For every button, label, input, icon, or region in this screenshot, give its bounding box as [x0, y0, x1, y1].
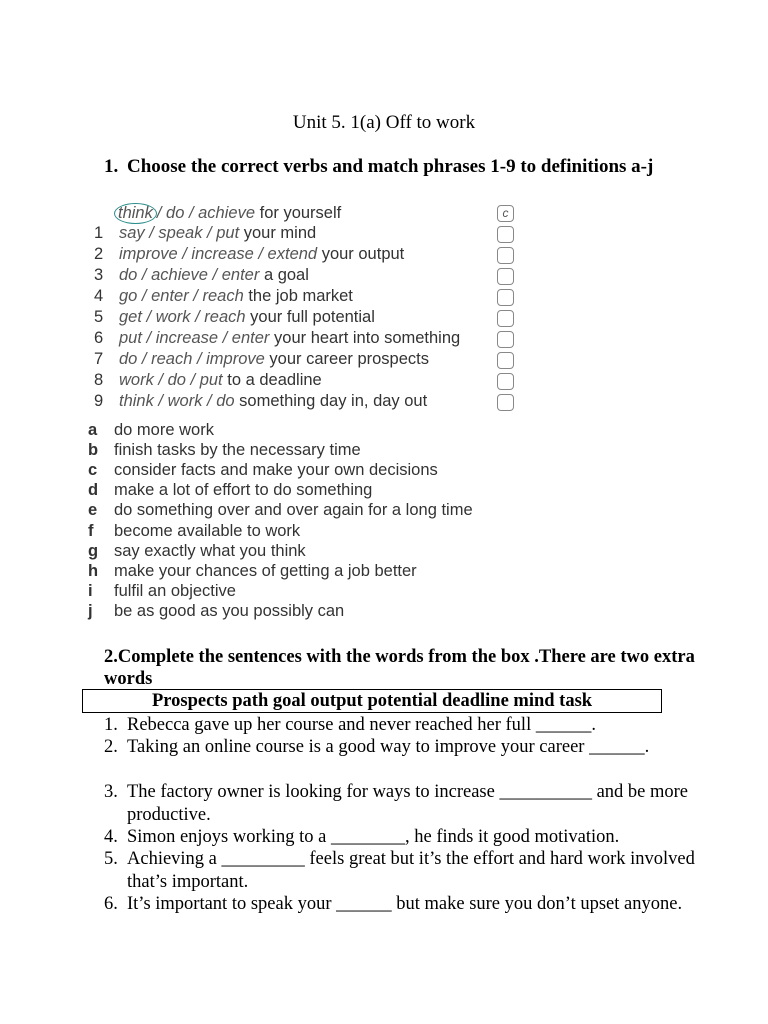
word-box: Prospects path goal output potential deadline mind task [82, 689, 662, 713]
item-phrase: your mind [243, 224, 317, 242]
sentence-text: Simon enjoys working to a ________, he finds it good motivation. [127, 827, 620, 847]
sentence-number: 5. [104, 849, 118, 869]
definition-letter: g [88, 541, 99, 560]
item-number: 2 [94, 245, 104, 263]
definition-letter: j [88, 601, 93, 620]
answer-box[interactable] [497, 352, 514, 369]
definition-text: be as good as you possibly can [114, 601, 345, 620]
sentence-text: Achieving a _________ feels great but it’s the effort and hard work involved that’s important. [127, 849, 695, 892]
question-1-heading [104, 156, 704, 178]
item-phrase: the job market [248, 287, 353, 305]
answer-box[interactable] [497, 268, 514, 285]
sentence-text: Rebecca gave up her course and never reached her full ______. [127, 715, 596, 735]
question-2-heading: 2.Complete the sentences with the words from the box .There are two extra words [104, 647, 695, 689]
answer-box[interactable] [497, 331, 514, 348]
item-phrase: to a deadline [227, 371, 322, 389]
item-number: 1 [94, 224, 104, 242]
answer-box[interactable] [497, 373, 514, 390]
item-phrase: a goal [263, 266, 309, 284]
item-number: 4 [94, 287, 104, 305]
definition-text: make a lot of effort to do something [114, 481, 373, 500]
item-options: do / reach / improve [119, 350, 265, 368]
question-text: Choose the correct verbs and match phrases 1-9 to definitions a-j [127, 156, 654, 177]
sentence-number: 2. [104, 737, 118, 757]
definition-letter: b [88, 441, 99, 460]
item-number: 8 [94, 371, 104, 389]
sentence-text: Taking an online course is a good way to improve your career ______. [127, 737, 650, 757]
definition-text: become available to work [114, 521, 301, 540]
definition-text: fulfil an objective [114, 581, 236, 600]
definition-letter: e [88, 501, 98, 520]
sentence-number: 3. [104, 782, 118, 802]
sentence-item [104, 848, 704, 893]
item-phrase: something day in, day out [239, 392, 428, 410]
item-number: 5 [94, 308, 104, 326]
item-number: 9 [94, 392, 104, 410]
answer-box[interactable] [497, 394, 514, 411]
definition-text: make your chances of getting a job better [114, 561, 417, 580]
sentence-item [104, 714, 704, 737]
definition-letter: a [88, 421, 98, 439]
circled-answer: think [114, 203, 157, 224]
page-title: Unit 5. 1(a) Off to work [292, 112, 476, 133]
definition-letter: c [88, 461, 98, 480]
sentence-item [104, 736, 704, 759]
definition-text: say exactly what you think [114, 541, 306, 560]
definition-letter: f [88, 521, 94, 540]
definition-text: consider facts and make your own decisions [114, 461, 438, 480]
question-number: 1. [104, 156, 119, 177]
definition-text: finish tasks by the necessary time [114, 441, 361, 460]
definition-letter: h [88, 561, 99, 580]
item-options: do / achieve / enter [119, 266, 260, 284]
answer-box[interactable] [497, 247, 514, 264]
item-phrase: your output [321, 245, 405, 263]
answer-box[interactable] [497, 310, 514, 327]
item-options: go / enter / reach [119, 287, 244, 305]
item-phrase: your full potential [250, 308, 375, 326]
sentence-text: The factory owner is looking for ways to increase __________ and be more productive. [127, 782, 689, 825]
item-options: get / work / reach [119, 308, 246, 326]
sentence-number: 1. [104, 715, 118, 735]
item-phrase: for yourself [259, 204, 342, 222]
item-options: think / work / do [119, 392, 235, 410]
definition-letter: i [88, 581, 93, 600]
sentence-item [104, 826, 704, 849]
item-number: 7 [94, 350, 104, 368]
definition-letter: d [88, 481, 99, 500]
item-phrase: your career prospects [269, 350, 429, 368]
item-options: work / do / put [119, 371, 223, 389]
definition-text: do something over and over again for a long time [114, 501, 473, 520]
item-options: put / increase / enter [119, 329, 270, 347]
answer-box[interactable] [497, 226, 514, 243]
item-options: improve / increase / extend [119, 245, 318, 263]
definition-text: do more work [114, 421, 214, 439]
sentence-number: 6. [104, 894, 118, 914]
answer-box-example: c [497, 205, 514, 222]
sentence-item [104, 781, 704, 826]
item-number: 6 [94, 329, 104, 347]
item-number: 3 [94, 266, 104, 284]
sentence-text: It’s important to speak your ______ but make sure you don’t upset anyone. [127, 894, 683, 914]
item-phrase: your heart into something [274, 329, 461, 347]
sentence-number: 4. [104, 827, 118, 847]
sentence-item [104, 893, 704, 916]
item-options: say / speak / put [119, 224, 240, 242]
answer-box[interactable] [497, 289, 514, 306]
item-options: / do / achieve [156, 204, 256, 222]
